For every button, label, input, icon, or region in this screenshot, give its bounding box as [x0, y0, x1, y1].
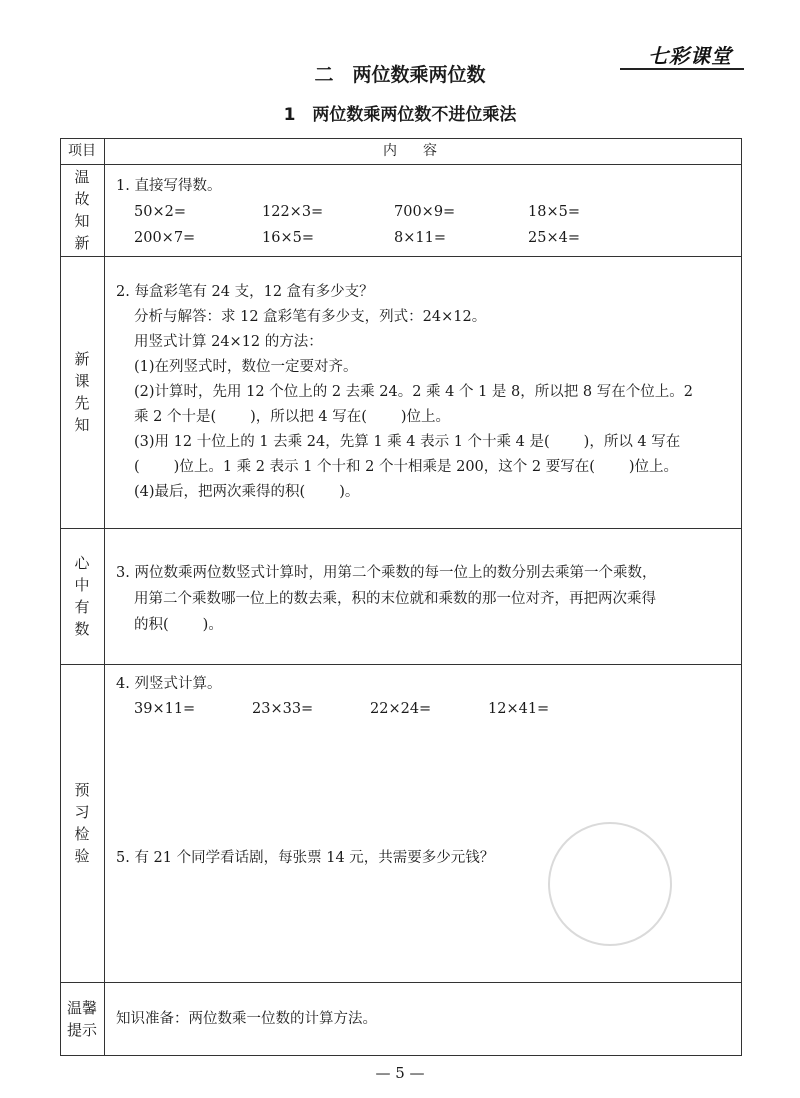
review-expr: 25×4= — [528, 230, 580, 246]
step-1: (1)在列竖式时，数位一定要对齐。 — [134, 359, 358, 375]
row-divider-check — [60, 982, 742, 983]
category-check — [60, 664, 104, 982]
check-expr: 12×41= — [488, 701, 550, 717]
review-expr: 8×11= — [394, 230, 446, 246]
step-3 — [134, 431, 680, 453]
check-expr: 23×33= — [252, 701, 314, 717]
row-divider-summary — [60, 664, 742, 665]
text-fragment: )，所以把 4 写在( — [250, 409, 367, 425]
category-summary — [60, 528, 104, 664]
category-label: 心中有数 — [74, 554, 90, 638]
tips-text: 知识准备：两位数乘一位数的计算方法。 — [116, 1011, 377, 1027]
category-review — [60, 164, 104, 256]
header-content: 内容 — [383, 143, 463, 159]
analysis-line: 分析与解答：求 12 盒彩笔有多少支，列式：24×12。 — [134, 309, 487, 325]
row-divider-preview — [60, 528, 742, 529]
text-fragment: 的积( — [134, 617, 169, 633]
review-expr: 16×5= — [262, 230, 314, 246]
row-divider-review — [60, 256, 742, 257]
step-4 — [134, 481, 359, 503]
text-fragment: (3)用 12 十位上的 1 去乘 24，先算 1 乘 4 表示 1 个十乘 4 是( — [134, 434, 550, 450]
method-heading: 用竖式计算 24×12 的方法： — [134, 334, 323, 350]
chapter-title: 二 两位数乘两位数 — [314, 64, 486, 86]
question-4: 4. 列竖式计算。 — [116, 676, 222, 692]
review-expr: 700×9= — [394, 204, 456, 220]
question-5: 5. 有 21 个同学看话剧，每张票 14 元，共需要多少元钱？ — [116, 850, 495, 866]
review-expr: 122×3= — [262, 204, 324, 220]
category-preview — [60, 256, 104, 528]
review-expr: 50×2= — [134, 204, 186, 220]
category-label: 温馨提示 — [66, 999, 97, 1039]
row-divider-header — [60, 164, 742, 165]
review-expr: 18×5= — [528, 204, 580, 220]
header-category: 项目 — [68, 143, 96, 159]
brand-logo: 七彩课堂 — [648, 44, 732, 68]
step-3-continued — [134, 456, 678, 478]
category-label: 预习检验 — [74, 781, 90, 865]
text-fragment: )位上。 — [400, 409, 451, 425]
category-label: 温故知新 — [74, 168, 90, 252]
text-fragment: )，所以 4 写在 — [583, 434, 681, 450]
text-fragment: )位上。1 乘 2 表示 1 个十和 2 个十相乘是 200，这个 2 要写在( — [173, 459, 595, 475]
review-expr: 200×7= — [134, 230, 196, 246]
question-3: 3. 两位数乘两位数竖式计算时，用第二个乘数的每一位上的数分别去乘第一个乘数， — [116, 565, 657, 581]
page-number: — 5 — — [375, 1064, 425, 1082]
question-2: 2. 每盒彩笔有 24 支，12 盒有多少支？ — [116, 284, 374, 300]
text-fragment: )。 — [202, 617, 223, 633]
watermark-stamp — [548, 822, 672, 946]
question-3-line3 — [134, 614, 223, 636]
step-2: (2)计算时，先用 12 个位上的 2 去乘 24。2 乘 4 个 1 是 8，所以把 8 写在个位上。2 — [134, 384, 693, 400]
check-expr: 22×24= — [370, 701, 432, 717]
text-fragment: 乘 2 个十是( — [134, 409, 217, 425]
question-3-line2: 用第二个乘数哪一位上的数去乘，积的末位就和乘数的那一位对齐，再把两次乘得 — [134, 591, 656, 607]
text-fragment: )位上。 — [628, 459, 679, 475]
category-tips — [60, 982, 104, 1056]
text-fragment: )。 — [339, 484, 360, 500]
lesson-title: 1 两位数乘两位数不进位乘法 — [283, 105, 517, 125]
category-label: 新课先知 — [74, 350, 90, 434]
column-divider — [104, 138, 105, 1056]
text-fragment: (4)最后，把两次乘得的积( — [134, 484, 306, 500]
text-fragment: ( — [134, 459, 140, 475]
question-1: 1. 直接写得数。 — [116, 178, 222, 194]
step-2-continued — [134, 406, 450, 428]
check-expr: 39×11= — [134, 701, 196, 717]
